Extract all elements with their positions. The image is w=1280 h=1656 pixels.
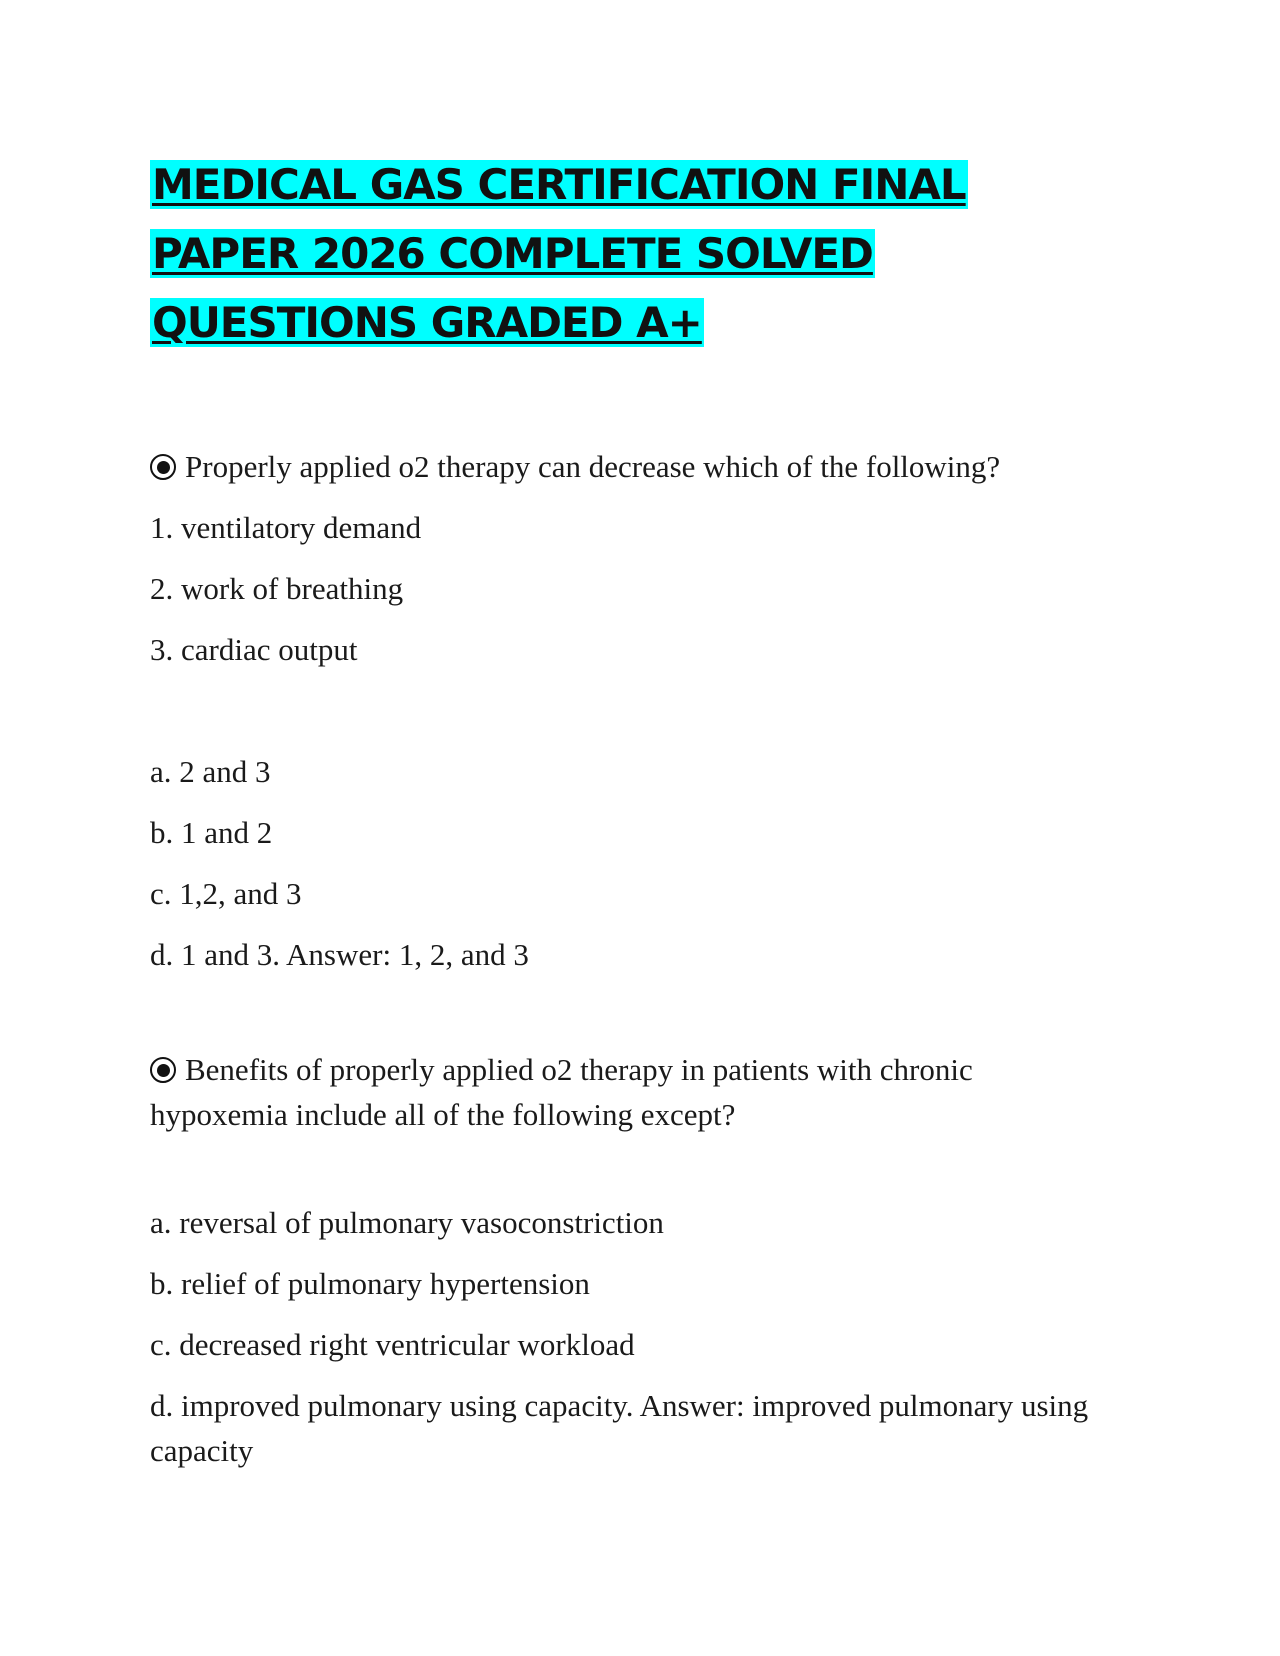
- spacer: [150, 680, 1110, 741]
- document-page: [150, 150, 1110, 1468]
- answer-option: b. 1 and 2: [150, 815, 273, 850]
- list-item: 3. cardiac output: [150, 632, 358, 667]
- answer-option: a. 2 and 3: [150, 754, 271, 789]
- answer-option: a. reversal of pulmonary vasoconstriction: [150, 1205, 664, 1240]
- question-stem: [150, 436, 1110, 497]
- question-2: [150, 1047, 1110, 1473]
- question-stem-text: Properly applied o2 therapy can decrease which of the following?: [185, 449, 1001, 484]
- answer-option: c. 1,2, and 3: [150, 876, 302, 911]
- list-item: 2. work of breathing: [150, 571, 404, 606]
- answer-option: b. relief of pulmonary hypertension: [150, 1266, 590, 1301]
- title-highlight: MEDICAL GAS CERTIFICATION FINAL PAPER 2026 COMPLETE SOLVED QUESTIONS GRADED A+: [152, 160, 966, 347]
- answer-option: d. 1 and 3. Answer: 1, 2, and 3: [150, 937, 529, 972]
- fisheye-bullet-icon: [150, 454, 176, 480]
- question-1: [150, 436, 1110, 985]
- list-item: 1. ventilatory demand: [150, 510, 422, 545]
- answer-option: c. decreased right ventricular workload: [150, 1327, 635, 1362]
- question-stem: [150, 1047, 1110, 1137]
- spacer: [150, 1137, 1110, 1192]
- answer-option: d. improved pulmonary using capacity. Answer: improved pulmonary using capacity: [150, 1388, 1089, 1468]
- fisheye-bullet-icon: [150, 1057, 176, 1083]
- document-title: [150, 150, 1110, 357]
- question-stem-text: Benefits of properly applied o2 therapy in patients with chronic hypoxemia include all of the following except?: [150, 1052, 973, 1132]
